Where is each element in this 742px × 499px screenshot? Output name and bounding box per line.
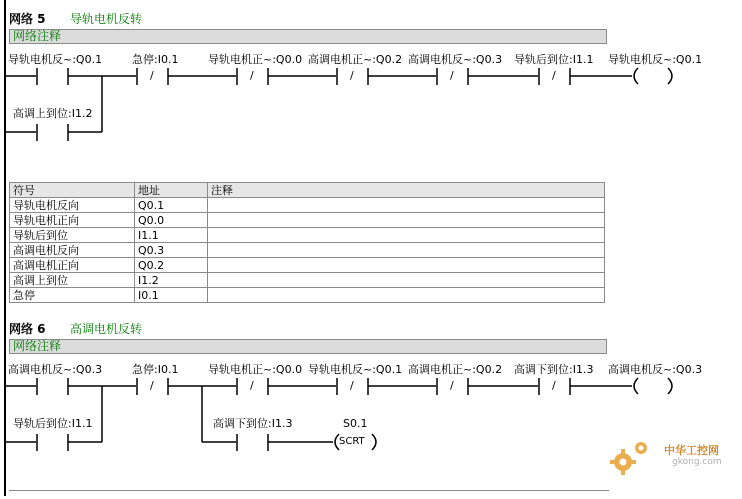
cell-address: I0.1 [135,288,208,303]
n6-scrt-operand: S0.1 [343,417,368,430]
table-row [10,273,605,288]
table-row [10,243,605,258]
n6-contact-6-label: 高调下到位:I1.3 [514,363,594,376]
n6-branch-contact-label: 导轨后到位:I1.1 [13,417,93,430]
n5-contact-4-label: 高调电机正~:Q0.2 [308,53,403,66]
cell-comment [208,288,605,303]
n6-contact-4-label: 导轨电机反~:Q0.1 [308,363,403,376]
cell-address: Q0.2 [135,258,208,273]
table-row [10,228,605,243]
n6-contact-2-nc-mark: / [150,379,154,392]
n6-contact-4-nc-mark: / [350,379,354,392]
cell-comment [208,213,605,228]
n6-coil-label: 高调电机反~:Q0.3 [608,363,703,376]
network-6-comment[interactable]: 网络注释 [9,339,607,354]
cell-symbol: 急停 [10,288,135,303]
cell-comment [208,258,605,273]
table-row [10,288,605,303]
network-6-subtitle: 高调电机反转 [70,322,143,336]
cell-symbol: 导轨后到位 [10,228,135,243]
network-5-comment[interactable]: 网络注释 [9,29,607,44]
symbol-table [9,182,605,303]
symbol-table-2-edge [9,490,609,499]
table-row [10,258,605,273]
symbol-table-header [10,183,605,198]
cell-comment [208,228,605,243]
cell-symbol: 高调电机反向 [10,243,135,258]
cell-symbol: 高调电机正向 [10,258,135,273]
table-row [10,198,605,213]
col-header-address: 地址 [135,183,208,198]
cell-address: Q0.1 [135,198,208,213]
n6-branch2-contact-label: 高调下到位:I1.3 [213,417,293,430]
cell-address: I1.2 [135,273,208,288]
cell-comment [208,198,605,213]
n5-coil-label: 导轨电机反~:Q0.1 [608,53,703,66]
n5-contact-3-nc-mark: / [250,69,254,82]
n5-contact-6-nc-mark: / [552,69,556,82]
col-header-comment: 注释 [208,183,605,198]
cell-address: Q0.0 [135,213,208,228]
n5-contact-5-label: 高调电机反~:Q0.3 [408,53,503,66]
cell-symbol: 导轨电机正向 [10,213,135,228]
watermark-url: gkong.com [672,457,722,467]
n5-contact-6-label: 导轨后到位:I1.1 [514,53,594,66]
n5-contact-2-nc-mark: / [150,69,154,82]
n5-branch-contact-label: 高调上到位:I1.2 [13,107,93,120]
n5-contact-2-label: 急停:I0.1 [132,53,179,66]
n6-contact-2-label: 急停:I0.1 [132,363,179,376]
n6-contact-5-nc-mark: / [450,379,454,392]
network-5-title: 网络 5 [9,12,46,26]
n5-contact-5-nc-mark: / [450,69,454,82]
cell-comment [208,243,605,258]
n5-contact-3-label: 导轨电机正~:Q0.0 [208,53,303,66]
col-header-symbol: 符号 [10,183,135,198]
n5-contact-1-label: 导轨电机反~:Q0.1 [8,53,103,66]
n6-contact-3-label: 导轨电机正~:Q0.0 [208,363,303,376]
network-6-title: 网络 6 [9,322,46,336]
n6-scrt-coil: SCRT [339,436,365,447]
n6-contact-5-label: 高调电机正~:Q0.2 [408,363,503,376]
watermark-text: 中华工控网 [664,444,719,457]
table-row [10,213,605,228]
network-5-subtitle: 导轨电机反转 [70,12,143,26]
cell-symbol: 高调上到位 [10,273,135,288]
n6-contact-6-nc-mark: / [552,379,556,392]
cell-symbol: 导轨电机反向 [10,198,135,213]
cell-comment [208,273,605,288]
n6-contact-1-label: 高调电机反~:Q0.3 [8,363,103,376]
cell-address: I1.1 [135,228,208,243]
n5-contact-4-nc-mark: / [350,69,354,82]
n6-contact-3-nc-mark: / [250,379,254,392]
cell-address: Q0.3 [135,243,208,258]
